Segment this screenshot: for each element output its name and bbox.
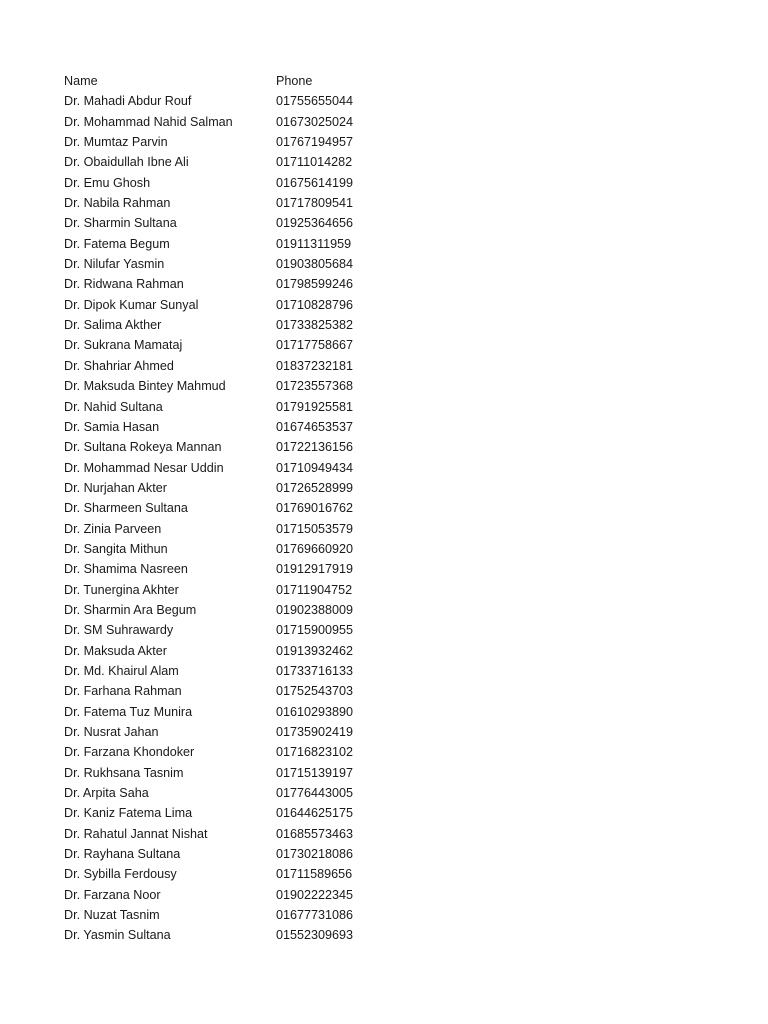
table-row: [64, 234, 464, 254]
phone-number-cell: 01837232181: [276, 358, 354, 373]
table-row: [64, 498, 464, 518]
table-row: [64, 722, 464, 742]
doctor-name-cell: Dr. Sangita Mithun: [64, 541, 168, 556]
doctor-name-cell: Dr. Samia Hasan: [64, 419, 160, 434]
phone-number-cell: 01733716133: [276, 663, 354, 678]
phone-number-cell: 01711904752: [276, 582, 353, 597]
doctor-name-cell: Dr. Mohammad Nesar Uddin: [64, 460, 224, 475]
table-row: [64, 417, 464, 437]
doctor-name-cell: Dr. SM Suhrawardy: [64, 623, 174, 638]
doctor-name-cell: Dr. Sultana Rokeya Mannan: [64, 440, 222, 455]
doctor-name-cell: Dr. Maksuda Bintey Mahmud: [64, 379, 226, 394]
doctor-name-cell: Dr. Kaniz Fatema Lima: [64, 806, 193, 821]
doctor-name-cell: Dr. Fatema Tuz Munira: [64, 704, 193, 719]
doctor-name-cell: Dr. Yasmin Sultana: [64, 928, 171, 943]
phone-number-cell: 01717758667: [276, 338, 354, 353]
table-row: [64, 742, 464, 762]
doctor-name-cell: Dr. Sukrana Mamataj: [64, 338, 183, 353]
doctor-name-cell: Dr. Maksuda Akter: [64, 643, 167, 658]
doctor-name-cell: Dr. Rahatul Jannat Nishat: [64, 826, 208, 841]
table-row: [64, 702, 464, 722]
table-row: [64, 864, 464, 884]
table-row: [64, 559, 464, 579]
doctor-name-cell: Dr. Nahid Sultana: [64, 399, 163, 414]
phone-number-cell: 01726528999: [276, 480, 354, 495]
phone-number-cell: 01902388009: [276, 602, 354, 617]
phone-number-cell: 01715900955: [276, 623, 354, 638]
table-row: [64, 173, 464, 193]
phone-number-cell: 01675614199: [276, 175, 354, 190]
doctor-name-cell: Dr. Sybilla Ferdousy: [64, 867, 177, 882]
doctor-name-cell: Dr. Ridwana Rahman: [64, 277, 184, 292]
phone-number-cell: 01710828796: [276, 297, 354, 312]
phone-number-cell: 01791925581: [276, 399, 354, 414]
doctor-name-cell: Dr. Salima Akther: [64, 318, 162, 333]
table-row: [64, 397, 464, 417]
table-row: [64, 274, 464, 294]
doctor-name-cell: Dr. Nuzat Tasnim: [64, 908, 160, 923]
phone-number-cell: 01911311959: [276, 236, 352, 251]
table-row: [64, 335, 464, 355]
doctor-name-cell: Dr. Nabila Rahman: [64, 196, 171, 211]
table-row: [64, 519, 464, 539]
phone-number-cell: 01776443005: [276, 786, 354, 801]
table-header-row: [64, 71, 464, 91]
table-row: [64, 254, 464, 274]
doctor-name-cell: Dr. Shamima Nasreen: [64, 562, 188, 577]
table-row: [64, 783, 464, 803]
doctor-name-cell: Dr. Sharmin Sultana: [64, 216, 177, 231]
table-row: [64, 539, 464, 559]
phone-number-cell: 01912917919: [276, 562, 354, 577]
doctor-name-cell: Dr. Obaidullah Ibne Ali: [64, 155, 189, 170]
doctor-name-cell: Dr. Mohammad Nahid Salman: [64, 114, 233, 129]
phone-number-cell: 01711014282: [276, 155, 353, 170]
phone-number-cell: 01674653537: [276, 419, 354, 434]
doctor-name-cell: Dr. Zinia Parveen: [64, 521, 162, 536]
doctor-name-cell: Dr. Arpita Saha: [64, 786, 149, 801]
phone-number-cell: 01925364656: [276, 216, 354, 231]
table-row: [64, 478, 464, 498]
table-row: [64, 213, 464, 233]
table-row: [64, 681, 464, 701]
phone-number-cell: 01798599246: [276, 277, 354, 292]
phone-number-cell: 01710949434: [276, 460, 354, 475]
table-row: [64, 824, 464, 844]
table-row: [64, 661, 464, 681]
table-row: [64, 376, 464, 396]
doctor-name-cell: Dr. Rayhana Sultana: [64, 847, 181, 862]
doctor-name-cell: Dr. Emu Ghosh: [64, 175, 151, 190]
table-row: [64, 315, 464, 335]
doctor-name-cell: Dr. Tunergina Akhter: [64, 582, 179, 597]
table-body: [64, 91, 464, 945]
table-row: [64, 620, 464, 640]
table-row: [64, 91, 464, 111]
table-row: [64, 356, 464, 376]
doctor-name-cell: Dr. Farzana Noor: [64, 887, 161, 902]
phone-number-cell: 01752543703: [276, 684, 354, 699]
phone-number-cell: 01717809541: [276, 196, 354, 211]
phone-number-cell: 01902222345: [276, 887, 354, 902]
table-row: [64, 458, 464, 478]
doctor-name-cell: Dr. Nilufar Yasmin: [64, 257, 165, 272]
doctor-name-cell: Dr. Sharmeen Sultana: [64, 501, 188, 516]
contact-table: [64, 71, 464, 946]
phone-number-cell: 01735902419: [276, 725, 354, 739]
phone-number-cell: 01711589656: [276, 867, 353, 882]
doctor-name-cell: Dr. Nusrat Jahan: [64, 725, 159, 739]
phone-number-cell: 01716823102: [276, 745, 354, 760]
phone-number-cell: 01903805684: [276, 257, 354, 272]
table-row: [64, 763, 464, 783]
table-row: [64, 295, 464, 315]
doctor-name-cell: Dr. Dipok Kumar Sunyal: [64, 297, 199, 312]
phone-number-cell: 01677731086: [276, 908, 354, 923]
table-row: [64, 132, 464, 152]
doctor-name-cell: Dr. Farhana Rahman: [64, 684, 182, 699]
phone-number-cell: 01644625175: [276, 806, 354, 821]
phone-number-cell: 01715053579: [276, 521, 354, 536]
phone-number-cell: 01730218086: [276, 847, 354, 862]
doctor-name-cell: Dr. Mahadi Abdur Rouf: [64, 94, 192, 109]
phone-number-cell: 01715139197: [276, 765, 354, 780]
phone-number-cell: 01673025024: [276, 114, 354, 129]
phone-number-cell: 01552309693: [276, 928, 354, 943]
column-header-phone: Phone: [276, 74, 313, 88]
phone-number-cell: 01722136156: [276, 440, 354, 455]
doctor-name-cell: Dr. Farzana Khondoker: [64, 745, 195, 760]
table-row: [64, 600, 464, 620]
doctor-name-cell: Dr. Shahriar Ahmed: [64, 358, 174, 373]
table-row: [64, 885, 464, 905]
table-row: [64, 803, 464, 823]
table-row: [64, 905, 464, 925]
doctor-name-cell: Dr. Rukhsana Tasnim: [64, 765, 184, 780]
phone-number-cell: 01769660920: [276, 541, 354, 556]
phone-number-cell: 01610293890: [276, 704, 354, 719]
column-header-name: Name: [64, 74, 98, 88]
doctor-name-cell: Dr. Fatema Begum: [64, 236, 170, 251]
phone-number-cell: 01769016762: [276, 501, 354, 516]
phone-number-cell: 01685573463: [276, 826, 354, 841]
doctor-name-cell: Dr. Sharmin Ara Begum: [64, 602, 197, 617]
table-row: [64, 152, 464, 172]
table-row: [64, 580, 464, 600]
doctor-name-cell: Dr. Md. Khairul Alam: [64, 663, 179, 678]
doctor-name-cell: Dr. Mumtaz Parvin: [64, 135, 168, 150]
phone-number-cell: 01733825382: [276, 318, 354, 333]
table-row: [64, 193, 464, 213]
table-row: [64, 437, 464, 457]
phone-number-cell: 01755655044: [276, 94, 354, 109]
table-row: [64, 112, 464, 132]
phone-number-cell: 01723557368: [276, 379, 354, 394]
table-row: [64, 925, 464, 945]
table-row: [64, 844, 464, 864]
phone-number-cell: 01767194957: [276, 135, 354, 150]
table-row: [64, 641, 464, 661]
doctor-name-cell: Dr. Nurjahan Akter: [64, 480, 167, 495]
phone-number-cell: 01913932462: [276, 643, 354, 658]
